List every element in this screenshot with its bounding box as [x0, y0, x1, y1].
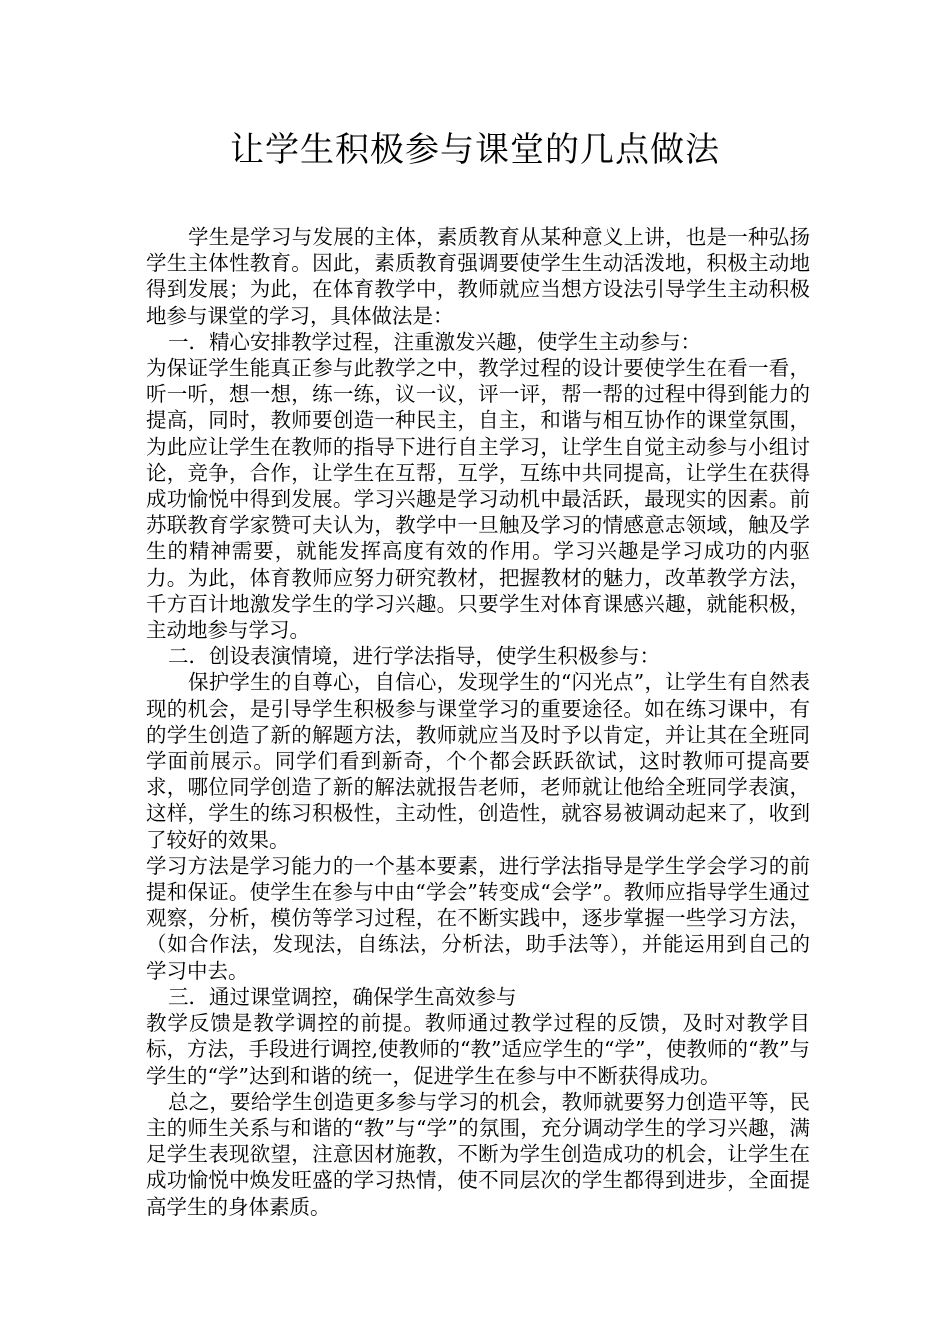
section-heading-3: 三．通过课堂调控，确保学生高效参与	[168, 984, 517, 1009]
section-heading-1: 一．精心安排教学过程，注重激发兴趣，使学生主动参与：	[168, 329, 701, 354]
intro-paragraph: 学生是学习与发展的主体，素质教育从某种意义上讲，也是一种弘扬学生主体性教育。因此，素质教育强调要使学生生动活泼地，积极主动地得到发展；为此，在体育教学中，教师就应当想方设法引导学生主动积极地参与课堂的学习，具体做法是：	[146, 225, 810, 328]
section-2-paragraph-2: 学习方法是学习能力的一个基本要素，进行学法指导是学生学会学习的前提和保证。使学生在参与中由“学会”转变成“会学”。教师应指导学生通过观察，分析，模仿等学习过程，在不断实践中，逐步掌握一些学习方法，（如合作法，发现法，自练法，分析法，助手法等），并能运用到自己的学习中去。	[146, 853, 810, 983]
section-2-paragraph-1: 保护学生的自尊心，自信心，发现学生的“闪光点”，让学生有自然表现的机会，是引导学生积极参与课堂学习的重要途径。如在练习课中，有的学生创造了新的解题方法，教师就应当及时予以肯定，并让其在全班同学面前展示。同学们看到新奇，个个都会跃跃欲试，这时教师可提高要求，哪位同学创造了新的解法就报告老师，老师就让他给全班同学表演，这样，学生的练习积极性，主动性，创造性，就容易被调动起来了，收到了较好的效果。	[146, 670, 810, 852]
section-1-paragraph: 为保证学生能真正参与此教学之中，教学过程的设计要使学生在看一看，听一听，想一想，练一练，议一议，评一评，帮一帮的过程中得到能力的提高，同时，教师要创造一种民主，自主，和谐与相互协作的课堂氛围，为此应让学生在教师的指导下进行自主学习，让学生自觉主动参与小组讨论，竞争，合作，让学生在互帮，互学，互练中共同提高，让学生在获得成功愉悦中得到发展。学习兴趣是学习动机中最活跃，最现实的因素。前苏联教育学家赞可夫认为，教学中一旦触及学习的情感意志领域，触及学生的精神需要，就能发挥高度有效的作用。学习兴趣是学习成功的内驱力。为此，体育教师应努力研究教材，把握教材的魅力，改革教学方法，千方百计地激发学生的学习兴趣。只要学生对体育课感兴趣，就能积极，主动地参与学习。	[146, 356, 810, 643]
conclusion-paragraph: 总之，要给学生创造更多参与学习的机会，教师就要努力创造平等，民主的师生关系与和谐的“教”与“学”的氛围，充分调动学生的学习兴趣，满足学生表现欲望，注意因材施教，不断为学生创造成功的机会，让学生在成功愉悦中焕发旺盛的学习热情，使不同层次的学生都得到进步，全面提高学生的身体素质。	[146, 1089, 810, 1219]
section-3-paragraph: 教学反馈是教学调控的前提。教师通过教学过程的反馈，及时对教学目标，方法，手段进行调控,使教师的“教”适应学生的“学”，使教师的“教”与学生的“学”达到和谐的统一，促进学生在参与中不断获得成功。	[146, 1011, 810, 1088]
document-body	[146, 224, 810, 1220]
document-title: 让学生积极参与课堂的几点做法	[230, 130, 720, 170]
section-heading-2: 二．创设表演情境，进行学法指导，使学生积极参与：	[168, 644, 660, 669]
